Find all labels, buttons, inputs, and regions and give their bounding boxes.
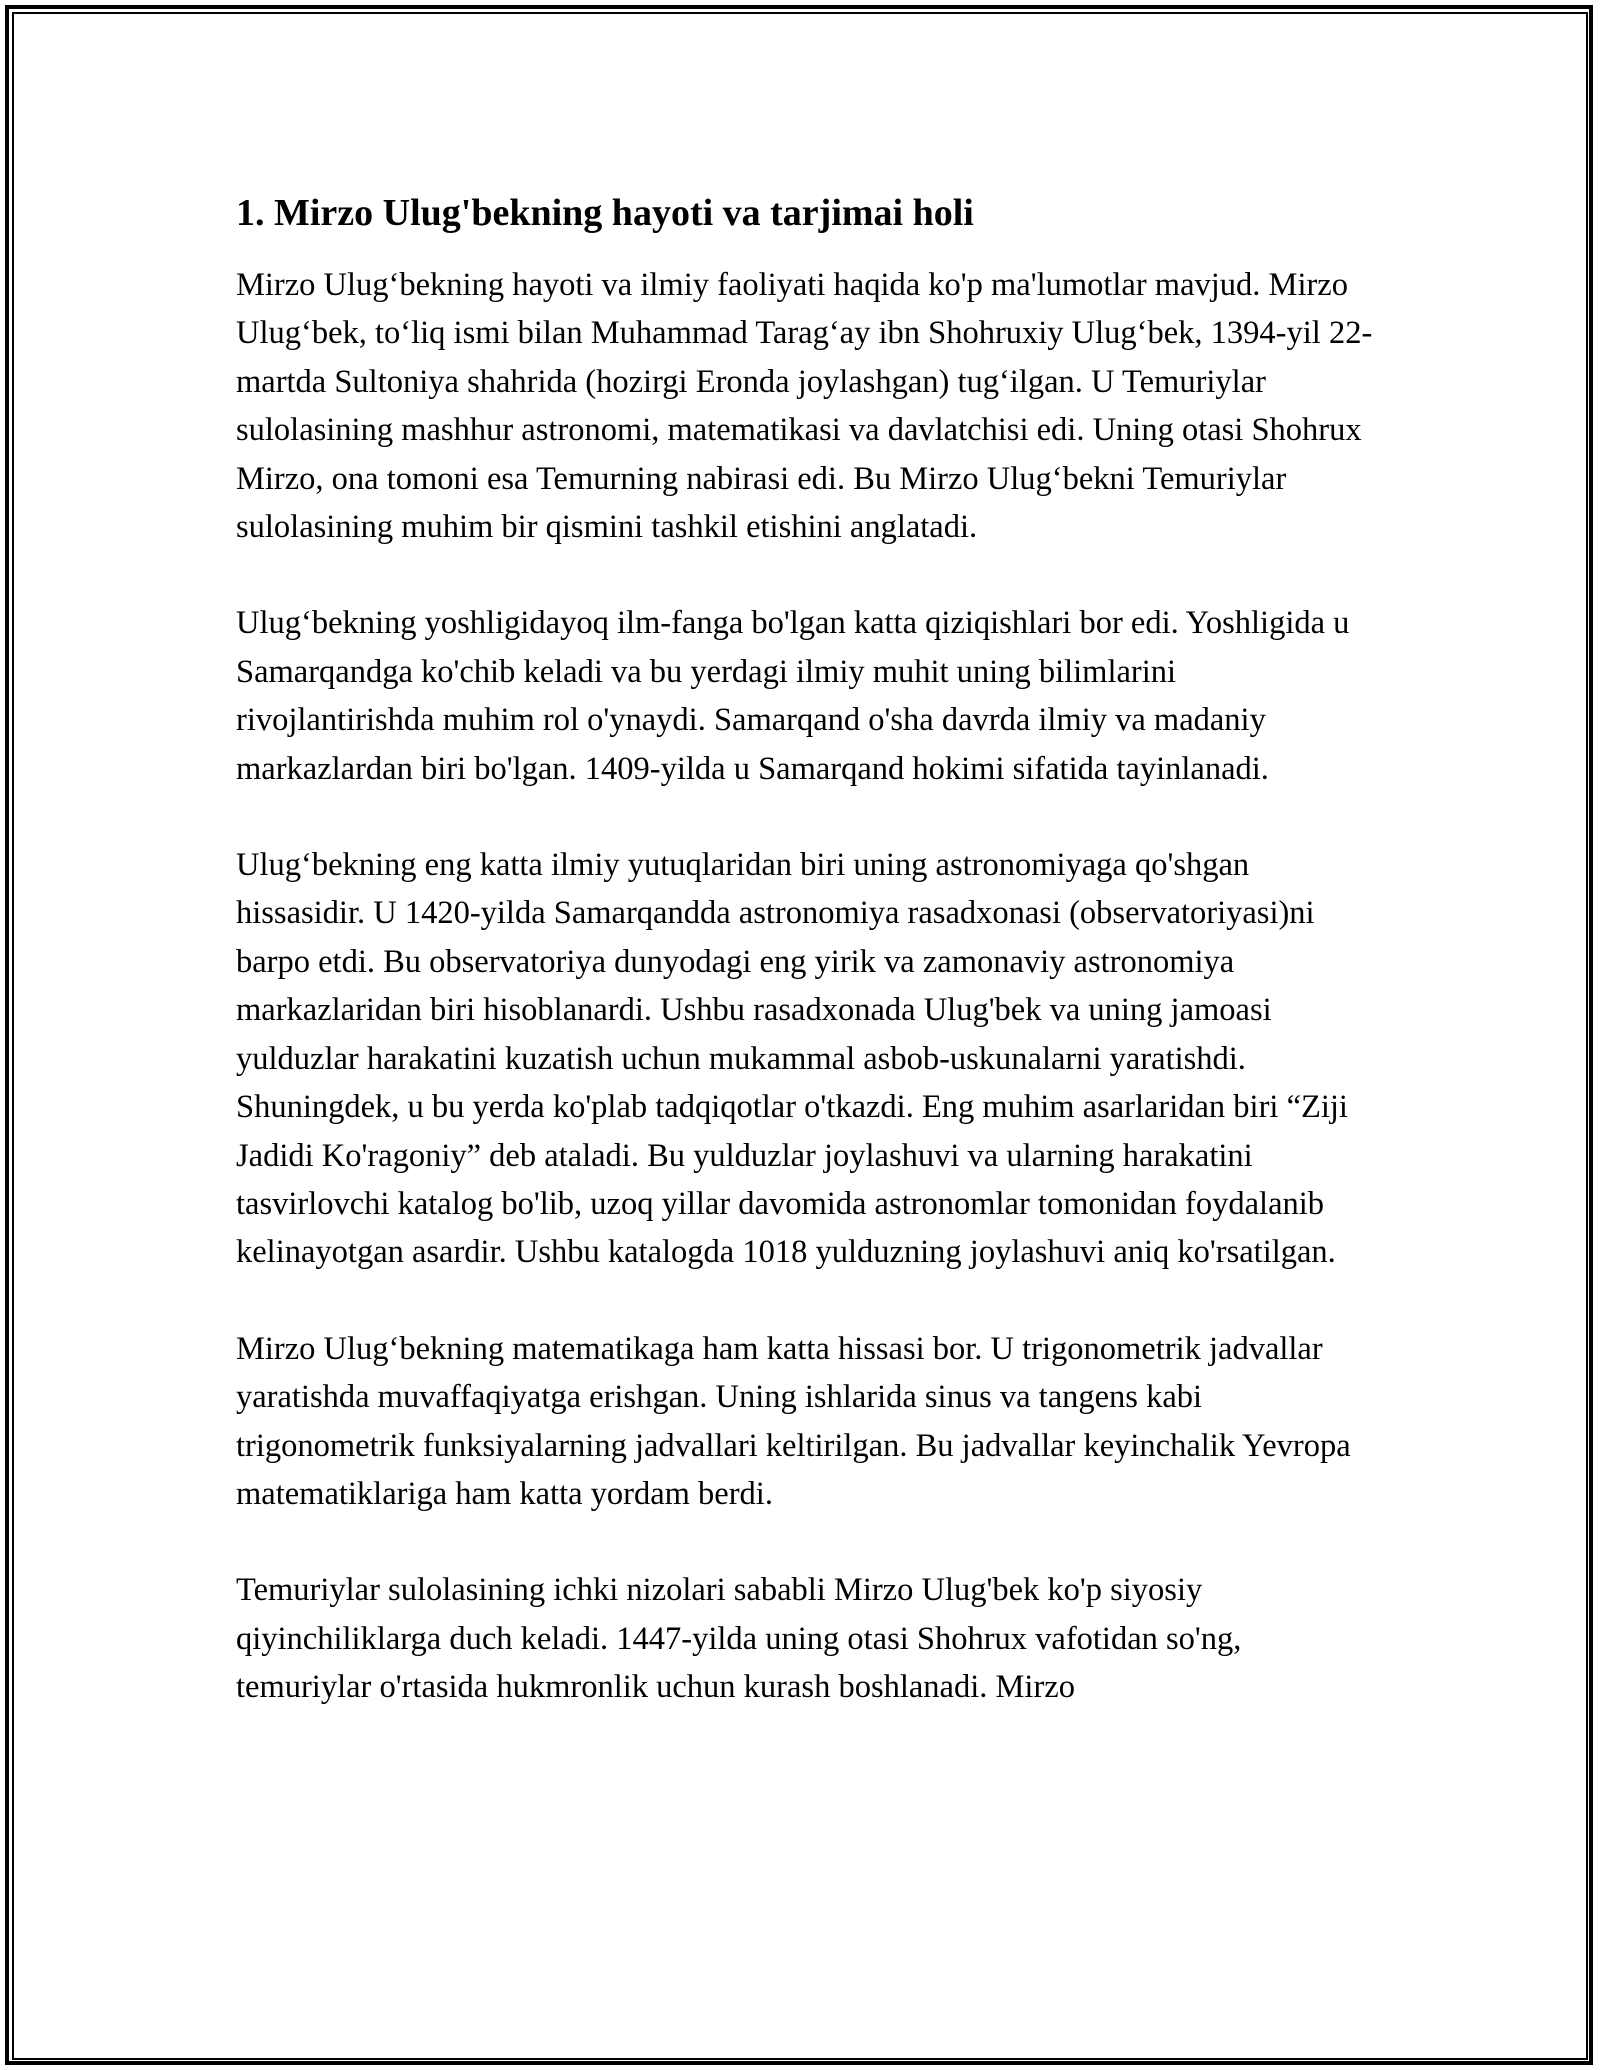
paragraph-4: Mirzo Ulug‘bekning matematikaga ham katta hissasi bor. U trigonometrik jadvallar yaratishda muvaffaqiyatga erishgan. Uning ishlarida sinus va tangens kabi trigonometrik funksiyalarning jadvallari keltirilgan. Bu jadvallar keyinchalik Yevropa matematiklariga ham katta yordam berdi. bbox=[236, 1330, 1351, 1512]
paragraph-2: Ulug‘bekning yoshligidayoq ilm-fanga bo'lgan katta qiziqishlari bor edi. Yoshligida u Samarqandga ko'chib keladi va bu yerdagi ilmiy muhit uning bilimlarini rivojlantirishda muhim rol o'ynaydi. Samarqand o'sha davrda ilmiy va madaniy markazlardan biri bo'lgan. 1409-yilda u Samarqand hokimi sifatida tayinlanadi. bbox=[236, 605, 1350, 787]
paragraph-3: Ulug‘bekning eng katta ilmiy yutuqlaridan biri uning astronomiyaga qo'shgan hissasidir. U 1420-yilda Samarqandda astronomiya rasadxonasi (observatoriyasi)ni barpo etdi. Bu observatoriya dunyodagi eng yirik va zamonaviy astronomiya markazlaridan biri hisoblanardi. Ushbu rasadxonada Ulug'bek va uning jamoasi yulduzlar harakatini kuzatish uchun mukammal asbob-uskunalarni yaratishdi. Shuningdek, u bu yerda ko'plab tadqiqotlar o'tkazdi. Eng muhim asarlaridan biri “Ziji Jadidi Ko'ragoniy” deb ataladi. Bu yulduzlar joylashuvi va ularning harakatini tasvirlovchi katalog bo'lib, uzoq yillar davomida astronomlar tomonidan foydalanib kelinayotgan asardir. Ushbu katalogda 1018 yulduzning joylashuvi aniq ko'rsatilgan. bbox=[236, 847, 1348, 1271]
page-title: 1. Mirzo Ulug'bekning hayoti va tarjimai holi bbox=[236, 192, 974, 234]
paragraph-1: Mirzo Ulug‘bekning hayoti va ilmiy faoliyati haqida ko'p ma'lumotlar mavjud. Mirzo Ulug‘bek, to‘liq ismi bilan Muhammad Tarag‘ay ibn Shohruxiy Ulug‘bek, 1394-yil 22-martda Sultoniya shahrida (hozirgi Eronda joylashgan) tug‘ilgan. U Temuriylar sulolasining mashhur astronomi, matematikasi va davlatchisi edi. Uning otasi Shohrux Mirzo, ona tomoni esa Temurning nabirasi edi. Bu Mirzo Ulug‘bekni Temuriylar sulolasining muhim bir qismini tashkil etishini anglatadi. bbox=[236, 267, 1373, 546]
paragraph-5: Temuriylar sulolasining ichki nizolari sababli Mirzo Ulug'bek ko'p siyosiy qiyinchiliklarga duch keladi. 1447-yilda uning otasi Shohrux vafotidan so'ng, temuriylar o'rtasida hukmronlik uchun kurash boshlanadi. Mirzo bbox=[236, 1572, 1242, 1706]
document-body bbox=[236, 185, 1376, 1760]
